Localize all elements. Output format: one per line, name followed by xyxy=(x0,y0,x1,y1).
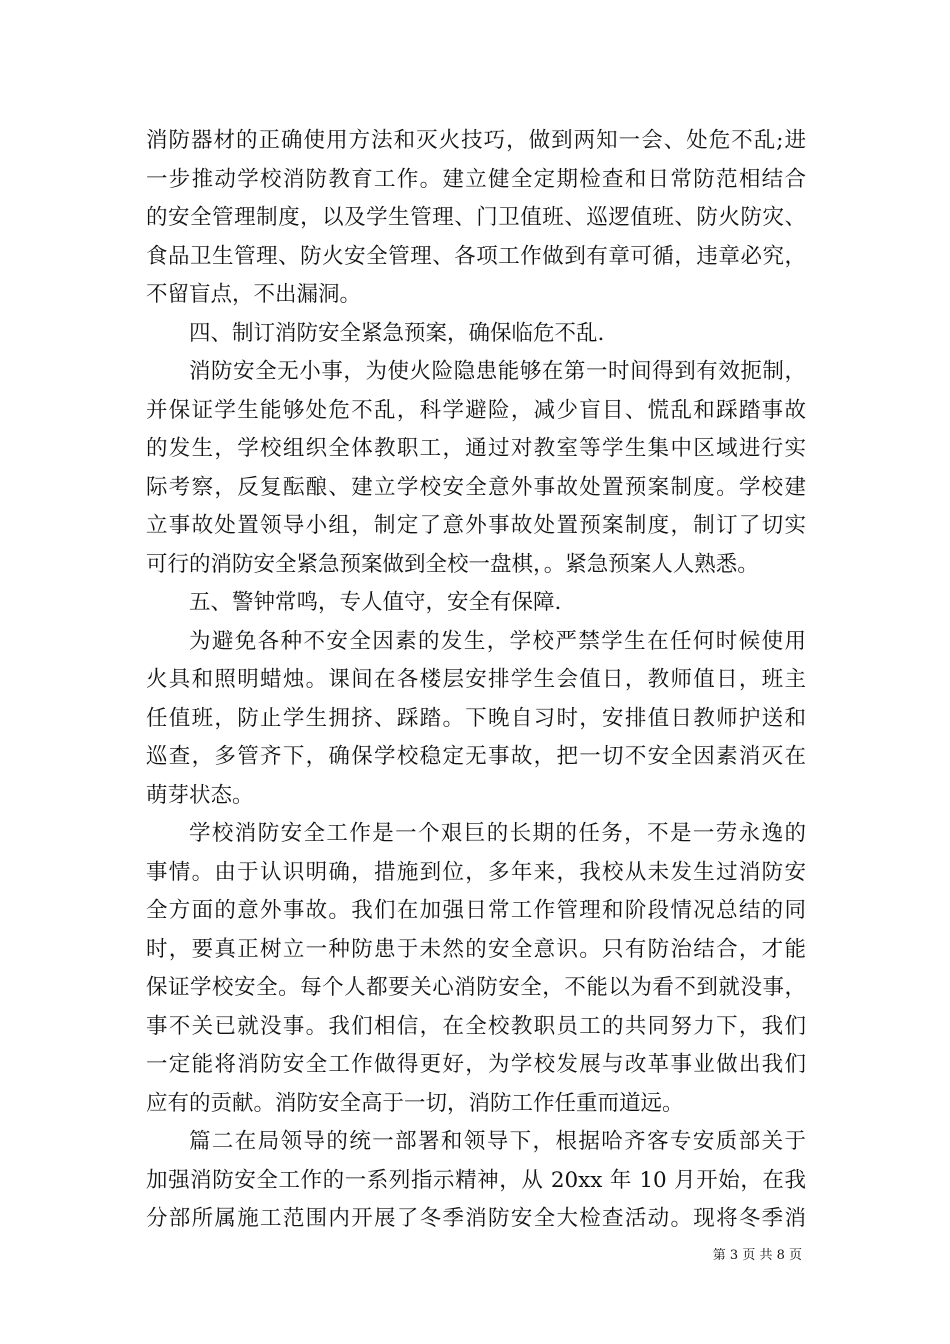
text-line: 的安全管理制度，以及学生管理、门卫值班、巡逻值班、防火防灾、 xyxy=(146,205,806,230)
section-heading: 四、制订消防安全紧急预案，确保临危不乱. xyxy=(189,320,605,346)
text-line: 篇二在局领导的统一部署和领导下，根据哈齐客专安质部关于 xyxy=(189,1129,806,1154)
text-line: 全方面的意外事故。我们在加强日常工作管理和阶段情况总结的同 xyxy=(146,898,806,923)
text-line: 保证学校安全。每个人都要关心消防安全，不能以为看不到就没事， xyxy=(146,975,806,1000)
text-line: 时，要真正树立一种防患于未然的安全意识。只有防治结合，才能 xyxy=(146,936,806,962)
page-number: 第 3 页 共 8 页 xyxy=(712,1248,802,1263)
text-line: 立事故处置领导小组，制定了意外事故处置预案制度，制订了切实 xyxy=(146,513,806,538)
text-line: 一步推动学校消防教育工作。建立健全定期检查和日常防范相结合 xyxy=(146,166,806,192)
text-line: 可行的消防安全紧急预案做到全校一盘棋，。紧急预案人人熟悉。 xyxy=(146,551,759,577)
text-line: 分部所属施工范围内开展了冬季消防安全大检查活动。现将冬季消 xyxy=(146,1206,806,1231)
text-line: 际考察，反复酝酿、建立学校安全意外事故处置预案制度。学校建 xyxy=(146,474,806,500)
text-line: 消防器材的正确使用方法和灭火技巧，做到两知一会、处危不乱;进 xyxy=(146,128,806,153)
text-line: 加强消防安全工作的一系列指示精神，从 20xx 年 10 月开始，在我 xyxy=(146,1167,806,1193)
text-line: 任值班，防止学生拥挤、踩踏。下晚自习时，安排值日教师护送和 xyxy=(146,705,806,731)
text-line: 的发生，学校组织全体教职工，通过对教室等学生集中区域进行实 xyxy=(146,436,806,461)
text-line: 应有的贡献。消防安全高于一切，消防工作任重而道远。 xyxy=(146,1090,684,1116)
text-line: 消防安全无小事，为使火险隐患能够在第一时间得到有效扼制， xyxy=(189,359,806,384)
text-line: 巡查，多管齐下，确保学校稳定无事故，把一切不安全因素消灭在 xyxy=(146,744,806,769)
document-body xyxy=(146,122,806,1239)
text-line: 事不关已就没事。我们相信，在全校教职员工的共同努力下，我们 xyxy=(146,1013,806,1039)
text-line: 萌芽状态。 xyxy=(146,782,254,808)
text-line: 并保证学生能够处危不乱，科学避险，减少盲目、慌乱和踩踏事故 xyxy=(146,397,806,423)
text-line: 一定能将消防安全工作做得更好，为学校发展与改革事业做出我们 xyxy=(146,1052,806,1077)
text-line: 事情。由于认识明确，措施到位，多年来，我校从未发生过消防安 xyxy=(146,859,806,885)
section-heading: 五、警钟常鸣，专人值守，安全有保障. xyxy=(189,590,562,615)
text-line: 不留盲点，不出漏洞。 xyxy=(146,282,362,307)
text-line: 为避免各种不安全因素的发生，学校严禁学生在任何时候使用 xyxy=(189,628,806,654)
text-line: 学校消防安全工作是一个艰巨的长期的任务，不是一劳永逸的 xyxy=(189,821,806,846)
text-line: 火具和照明蜡烛。课间在各楼层安排学生会值日，教师值日，班主 xyxy=(146,667,806,692)
text-line: 食品卫生管理、防火安全管理、各项工作做到有章可循，违章必究， xyxy=(146,243,806,269)
